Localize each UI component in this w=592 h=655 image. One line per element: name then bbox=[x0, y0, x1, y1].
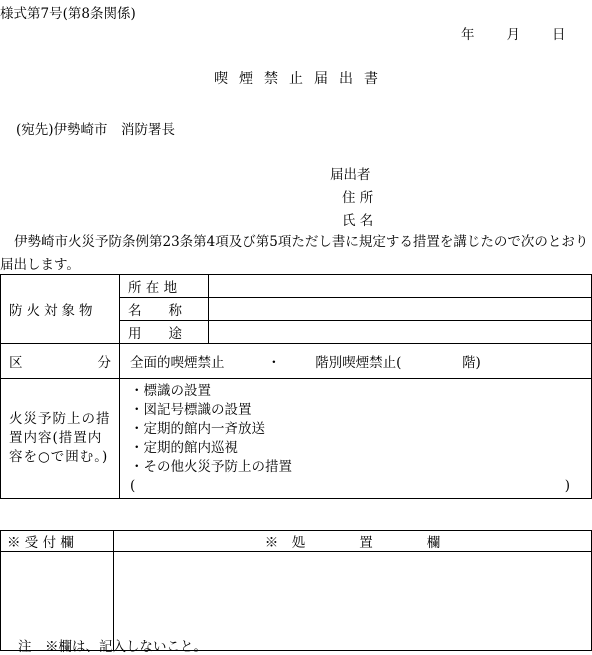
date-line bbox=[461, 23, 566, 43]
notifier-label: 届出者 bbox=[330, 167, 371, 183]
fire-prevention-object-table bbox=[0, 274, 592, 499]
paren-close: ) bbox=[564, 478, 570, 494]
name-field[interactable] bbox=[209, 298, 592, 321]
category-label bbox=[1, 344, 120, 379]
received-column-header: ※ 受 付 欄 bbox=[1, 531, 114, 552]
form-number: 様式第7号(第8条関係) bbox=[0, 6, 136, 22]
other-measure-field[interactable] bbox=[130, 477, 570, 496]
object-label: 防火対象物 bbox=[1, 275, 120, 344]
location-field[interactable] bbox=[209, 275, 592, 298]
category-option-floor-end: 階) bbox=[462, 355, 481, 371]
use-label: 用 途 bbox=[120, 321, 209, 344]
notifier-address-label: 住 所 bbox=[342, 190, 374, 206]
measures-list bbox=[120, 379, 592, 499]
location-label: 所 在 地 bbox=[120, 275, 209, 298]
footnote: 注 ※欄は、記入しないこと。 bbox=[18, 639, 207, 655]
processing-column-header: ※ 処 置 欄 bbox=[114, 531, 592, 552]
addressee: (宛先)伊勢崎市 消防署長 bbox=[16, 122, 176, 138]
reception-table bbox=[0, 530, 592, 651]
measure-item[interactable]: ・標識の設置 bbox=[130, 383, 211, 399]
use-field[interactable] bbox=[209, 321, 592, 344]
measure-item[interactable]: ・その他火災予防上の措置 bbox=[130, 459, 292, 475]
category-option-floor-ban[interactable]: 階別喫煙禁止( bbox=[315, 355, 402, 371]
category-label-left: 区 bbox=[9, 355, 23, 371]
measures-label: 火災予防上の措置内容(措置内容を○で囲む。) bbox=[1, 379, 120, 499]
name-label: 名 称 bbox=[120, 298, 209, 321]
category-separator: ・ bbox=[267, 355, 281, 371]
notifier-name-label: 氏 名 bbox=[342, 213, 374, 229]
date-year: 年 bbox=[461, 27, 475, 43]
category-options bbox=[120, 344, 592, 379]
date-month: 月 bbox=[506, 27, 520, 43]
paren-open: ( bbox=[130, 478, 136, 494]
category-option-full-ban[interactable]: 全面的喫煙禁止 bbox=[130, 355, 225, 371]
measure-item[interactable]: ・定期的館内巡視 bbox=[130, 440, 238, 456]
date-day: 日 bbox=[552, 27, 566, 43]
measure-item[interactable]: ・定期的館内一斉放送 bbox=[130, 421, 265, 437]
category-label-right: 分 bbox=[97, 355, 111, 371]
body-text: 伊勢崎市火災予防条例第23条第4項及び第5項ただし書に規定する措置を講じたので次のとおり届出します。 bbox=[0, 234, 589, 273]
document-title: 喫煙禁止届出書 bbox=[214, 71, 389, 87]
measure-item[interactable]: ・図記号標識の設置 bbox=[130, 402, 252, 418]
